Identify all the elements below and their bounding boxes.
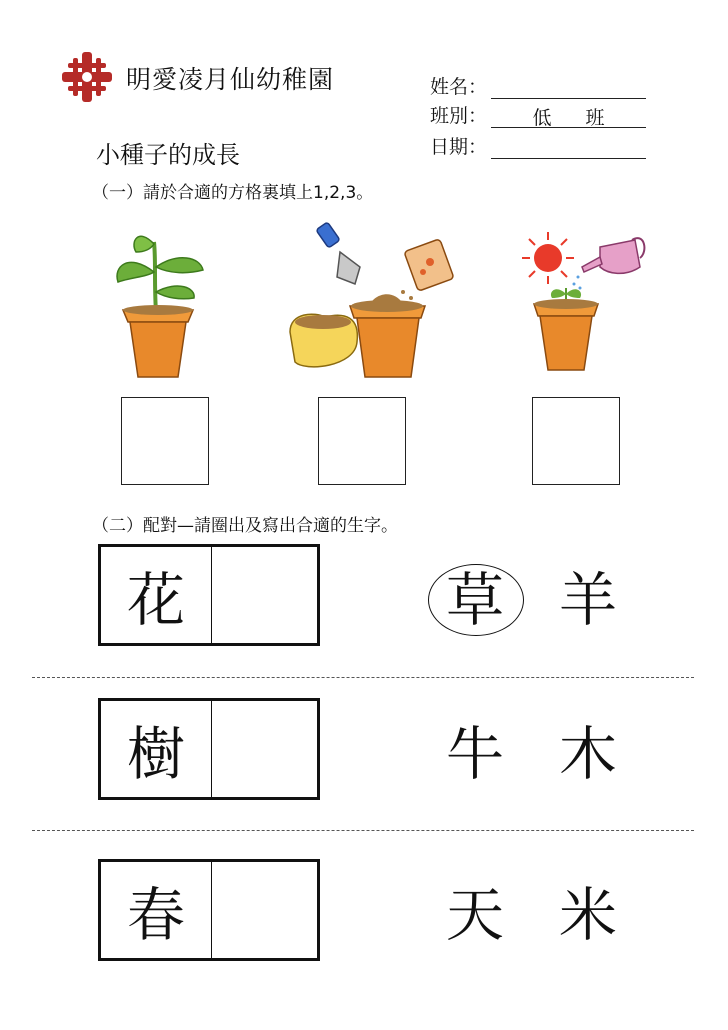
order-answer-box-1[interactable] [121, 397, 209, 485]
option-character[interactable]: 天 [445, 881, 504, 949]
option-character[interactable]: 牛 [445, 720, 504, 788]
matching-row-3 [98, 859, 320, 961]
option-character[interactable]: 米 [558, 881, 617, 949]
write-answer-box[interactable] [212, 701, 317, 797]
row-divider [32, 677, 694, 678]
date-row [430, 132, 646, 159]
section1-instruction: （一）請於合適的方格裏填上1,2,3。 [92, 183, 374, 203]
matching-row-2 [98, 698, 320, 800]
option-character[interactable]: 草 [445, 566, 504, 634]
date-field[interactable] [491, 138, 646, 159]
name-row [430, 72, 646, 99]
class-label: 班別： [430, 105, 488, 127]
name-field[interactable] [491, 78, 646, 99]
planting-seeds-icon [285, 222, 465, 382]
name-label: 姓名： [430, 76, 488, 98]
matching-row-1 [98, 544, 320, 646]
given-character: 春 [101, 862, 212, 958]
option-character[interactable]: 羊 [558, 566, 617, 634]
write-answer-box[interactable] [212, 547, 317, 643]
option-character[interactable]: 木 [558, 720, 617, 788]
date-label: 日期： [430, 136, 488, 158]
row-divider [32, 830, 694, 831]
grown-plant-icon [108, 222, 208, 382]
given-character: 花 [101, 547, 212, 643]
given-character: 樹 [101, 701, 212, 797]
write-answer-box[interactable] [212, 862, 317, 958]
class-field[interactable] [491, 107, 646, 128]
order-answer-box-2[interactable] [318, 397, 406, 485]
class-row [430, 101, 646, 128]
school-logo-icon [60, 50, 114, 104]
order-answer-box-3[interactable] [532, 397, 620, 485]
worksheet-title: 小種子的成長 [96, 141, 240, 169]
school-name: 明愛凌月仙幼稚園 [126, 65, 335, 94]
class-value: 低 班 [532, 107, 605, 129]
section2-instruction: （二）配對—請圈出及寫出合適的生字。 [92, 516, 398, 536]
sprout-sun-watering-icon [520, 222, 650, 382]
